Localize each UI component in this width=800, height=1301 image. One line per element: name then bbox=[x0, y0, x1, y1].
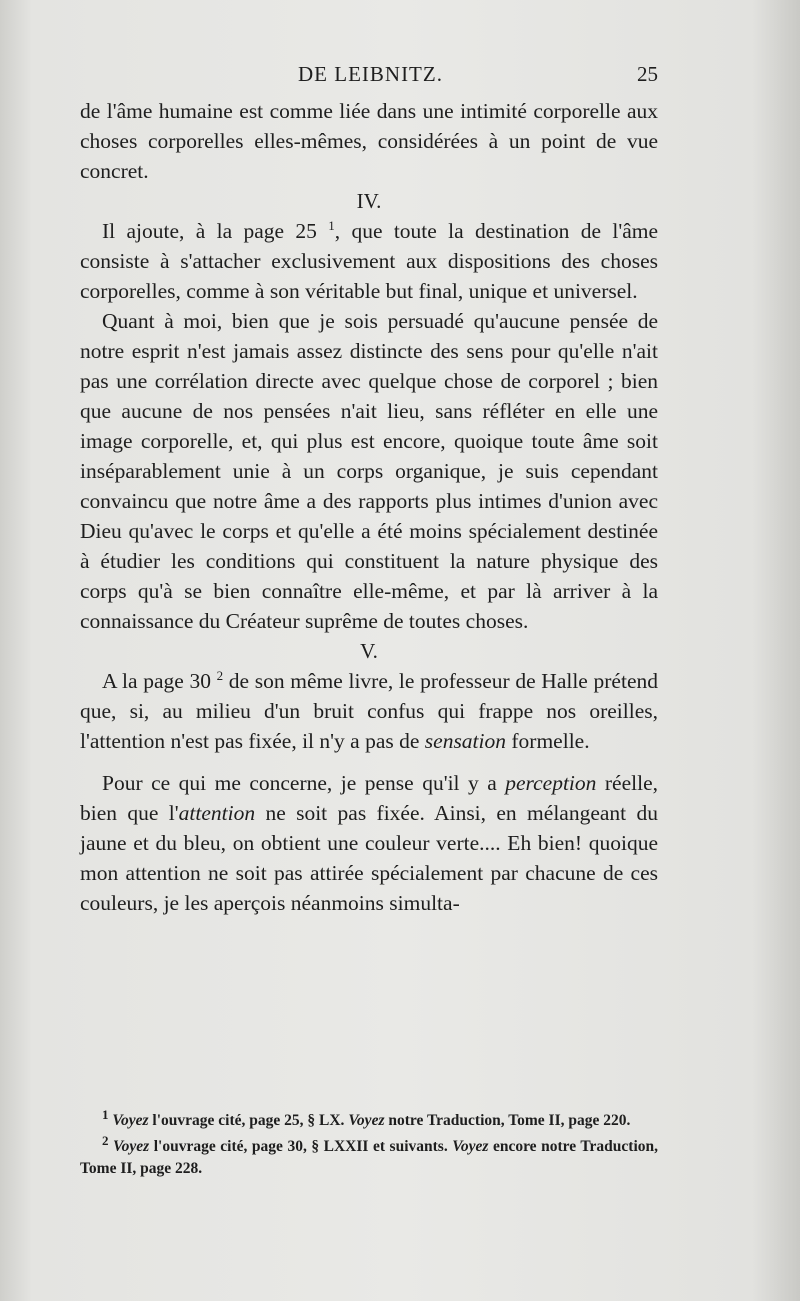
section-heading-v: V. bbox=[360, 639, 378, 663]
paragraph-iv-2: Quant à moi, bien que je sois persuadé qu'aucune pensée de notre esprit n'est jamais assez distincte des sens pour qu'elle n'ait pas une corrélation directe avec quelque chose de corporel ; bien que aucune de nos pensées n'ait lieu, sans réfléter en elle une image corporelle, et, qui plus est encore, quoique toute âme soit inséparablement unie à un corps organique, je suis cependant convaincu que notre âme a des rapports plus intimes d'union avec Dieu qu'avec le corps et qu'elle a été moins spécialement destinée à étudier les conditions qui constituent la nature physique des corps qu'à se bien connaître elle-même, et par là arriver à la connaissance du Créateur suprême de toutes choses. bbox=[80, 309, 658, 633]
footnote-mark: 1 bbox=[102, 1106, 109, 1122]
main-text bbox=[80, 96, 658, 918]
emphasis: Voyez bbox=[348, 1112, 385, 1129]
text-run: notre Traduction, Tome II, page 220. bbox=[384, 1112, 631, 1129]
section-heading-iv: IV. bbox=[356, 189, 382, 213]
text-run: réelle, bien que l' bbox=[80, 771, 658, 825]
emphasis: Voyez bbox=[112, 1112, 149, 1129]
page-number: 25 bbox=[637, 62, 658, 86]
emphasis: Voyez bbox=[113, 1138, 150, 1155]
text-run: encore notre Traduction, Tome II, page 228. bbox=[80, 1138, 659, 1177]
emphasis: attention bbox=[178, 801, 256, 825]
paragraph-continued: de l'âme humaine est comme liée dans une intimité corporelle aux choses corporelles elles-mêmes, considérées à un point de vue concret. bbox=[80, 99, 658, 183]
running-head: DE LEIBNITZ. bbox=[298, 62, 443, 86]
text-run: l'ouvrage cité, page 30, § LXXII et suivants. bbox=[149, 1138, 453, 1155]
text-run: Pour ce qui me concerne, je pense qu'il y a bbox=[102, 771, 506, 795]
footnote-ref-2: 2 bbox=[216, 667, 224, 683]
emphasis: perception bbox=[505, 771, 597, 795]
text-run: ne soit pas fixée. Ainsi, en mélangeant du jaune et du bleu, on obtient une couleur verte.... Eh bien! quoique mon attention ne soit pas attirée spécialement par chacune de ces couleurs, je les aperçois néanmoins simulta- bbox=[80, 801, 659, 915]
text-run: de son même livre, le professeur de Halle prétend que, si, au milieu d'un bruit confus qui frappe nos oreilles, l'attention n'est pas fixée, il n'y a pas de bbox=[80, 669, 658, 753]
text-run: Il ajoute, à la page 25 bbox=[102, 219, 317, 243]
paragraph-iv-1 bbox=[80, 216, 658, 306]
emphasis: Voyez bbox=[452, 1138, 489, 1155]
footnotes bbox=[80, 1106, 659, 1184]
footnote-ref-1: 1 bbox=[328, 217, 335, 233]
text-run: , que toute la destination de l'âme consiste à s'attacher exclusivement aux dispositions des choses corporelles, comme à son véritable but final, unique et universel. bbox=[80, 219, 658, 303]
paragraph-v-1 bbox=[80, 666, 658, 756]
page-header bbox=[80, 62, 658, 92]
footnote-1 bbox=[80, 1106, 658, 1132]
text-run: formelle. bbox=[506, 729, 590, 753]
footnote-2 bbox=[80, 1132, 659, 1180]
text-run: l'ouvrage cité, page 25, § LX. bbox=[148, 1112, 349, 1129]
paragraph-v-2 bbox=[80, 768, 658, 918]
text-run: A la page 30 bbox=[102, 669, 211, 693]
emphasis: sensation bbox=[424, 729, 507, 753]
footnote-mark: 2 bbox=[102, 1132, 109, 1148]
